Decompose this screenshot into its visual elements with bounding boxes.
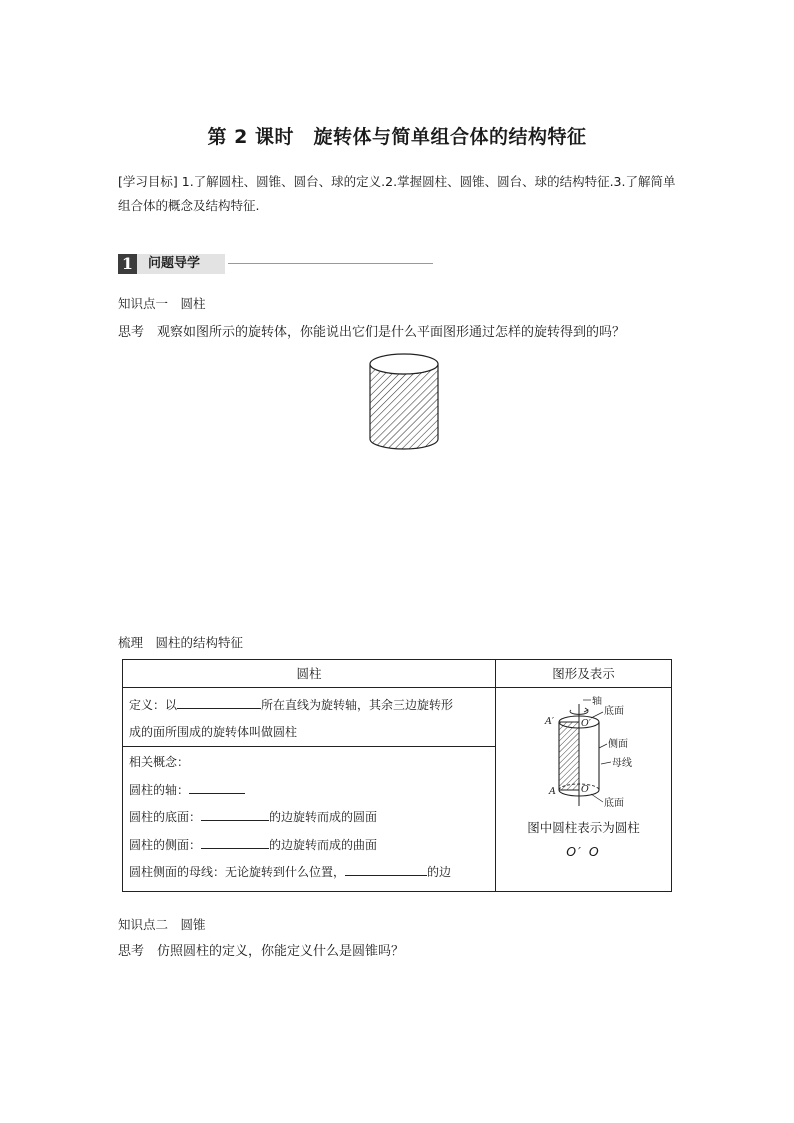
fill-blank-side[interactable] [201,834,269,849]
section-title: 问题导学 [148,256,201,271]
label-o: O [580,784,589,795]
label-a: A [548,786,556,797]
fill-blank-base[interactable] [201,806,269,821]
concept-base-label: 圆柱的底面： [129,810,202,824]
definition-text-a: 定义：以 [129,698,178,712]
concept-base-suffix: 的边旋转而成的圆面 [269,810,378,824]
label-top-base: 底面 [603,706,624,717]
concept-axis [129,777,489,805]
figure-caption-notation: O′ O [566,844,601,859]
table-header-figure: 图形及表示 [496,660,672,688]
page-title: 第 2 课时 旋转体与简单组合体的结构特征 [207,126,587,148]
concept-side [129,832,489,860]
fill-blank-axis[interactable] [189,779,245,794]
learning-goals-text: 1.了解圆柱、圆锥、圆台、球的定义.2.掌握圆柱、圆锥、圆台、球的结构特征.3.了解简单组合体的概念及结构特征. [118,174,676,213]
label-o-prime: O′ [580,718,591,729]
definition-text-c: 成的面所围成的旋转体叫做圆柱 [129,725,298,739]
hatched-cylinder-figure [366,350,442,454]
learning-goals [118,170,684,218]
section-rule [228,263,433,264]
table-header-cylinder: 圆柱 [123,660,496,688]
label-axis: 轴 [591,696,602,707]
definition-cell [123,688,496,747]
concepts-title: 相关概念： [129,755,190,769]
label-generatrix: 母线 [611,758,632,769]
concept-side-label: 圆柱的侧面： [129,837,202,852]
concept-generatrix [129,859,489,887]
figure-caption: 图中圆柱表示为圆柱 [527,820,640,835]
knowledge-point-2-heading: 知识点二 圆锥 [118,917,206,932]
concept-generatrix-suffix: 的边 [427,865,452,879]
concept-axis-label: 圆柱的轴： [129,782,190,797]
section-number: 1 [118,254,137,274]
concept-side-suffix: 的边旋转而成的曲面 [269,837,378,852]
knowledge-point-1-heading: 知识点一 圆柱 [118,296,206,311]
label-bottom-base: 底面 [603,798,624,809]
knowledge-point-1-question: 思考 观察如图所示的旋转体，你能说出它们是什么平面图形通过怎样的旋转得到的吗？ [118,325,626,340]
sort-heading: 梳理 圆柱的结构特征 [118,635,244,650]
labeled-cylinder-diagram [519,696,649,816]
learning-goals-label: [学习目标] [118,174,178,189]
figure-cell [496,688,672,892]
fill-blank-generatrix[interactable] [345,861,427,876]
label-a-prime: A′ [544,716,554,727]
concept-generatrix-label: 圆柱侧面的母线：无论旋转到什么位置， [129,865,346,879]
label-side: 侧面 [607,739,628,750]
knowledge-point-2-question: 思考 仿照圆柱的定义，你能定义什么是圆锥吗？ [118,944,405,959]
cylinder-structure-table [122,659,672,892]
concept-base [129,804,489,832]
fill-blank-rectangle-side[interactable] [177,694,261,709]
concepts-cell [123,747,496,892]
definition-text-b: 所在直线为旋转轴，其余三边旋转形 [261,698,454,712]
